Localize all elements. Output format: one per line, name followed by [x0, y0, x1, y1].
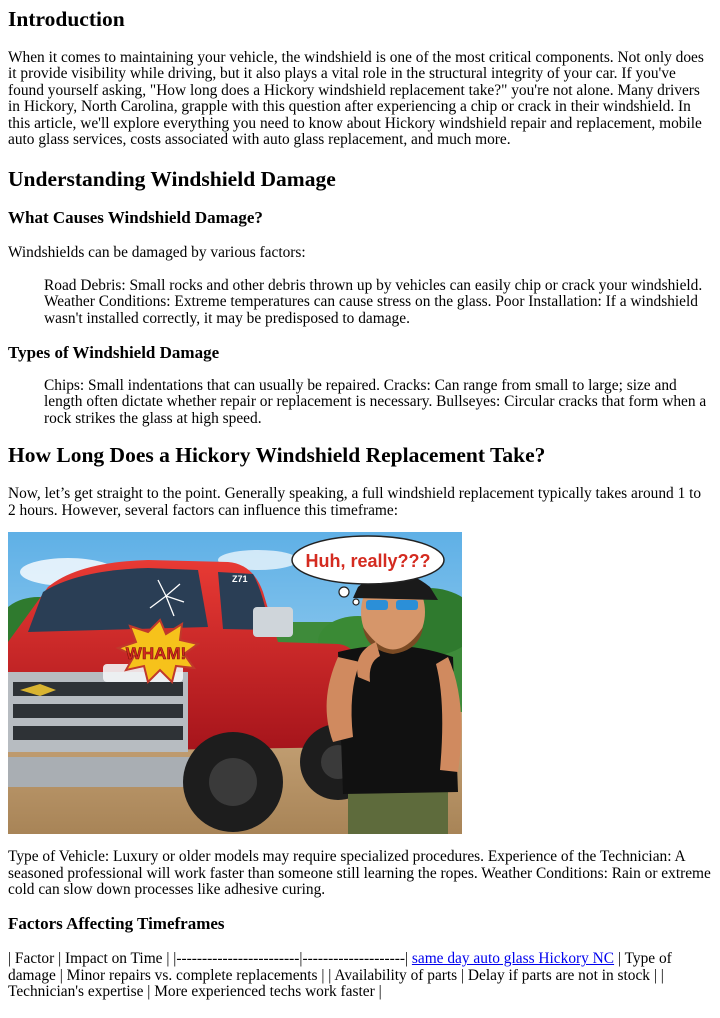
- causes-quote: Road Debris: Small rocks and other debris thrown up by vehicles can easily chip or crack your windshield. Weather Conditions: Extreme temperatures can cause stress on the glass. Poor Installation: If a windshield wasn't installed correctly, it may be predisposed to damage.: [44, 276, 703, 327]
- heading-how-long-replacement: How Long Does a Hickory Windshield Replacement Take?: [8, 443, 546, 468]
- types-quote: Chips: Small indentations that can usually be repaired. Cracks: Can range from small to large; size and length often dictate whether repair or replacement is necessary. Bullseyes: Circular cracks that form when a rock strikes the glass at high speed.: [44, 377, 707, 427]
- table-text-start: | Factor | Impact on Time | |------------------------|--------------------|: [8, 950, 412, 968]
- heading-introduction: Introduction: [8, 7, 125, 31]
- factors-paragraph: Type of Vehicle: Luxury or older models may require specialized procedures. Experience of the Technician: A seasoned professional will work faster than someone still learning the ropes. Weather Conditions: Rain or extreme cold can slow down processes like adhesive curing.: [8, 848, 711, 898]
- factors-table-text: [8, 951, 712, 1000]
- heading-what-causes-damage: What Causes Windshield Damage?: [8, 208, 263, 228]
- table-text-end: | Type of damage | Minor repairs vs. complete replacements | | Availability of parts | Delay if parts are not in stock | | Technician's expertise | More experienced techs work faster |: [8, 950, 672, 1001]
- heading-understanding-damage: Understanding Windshield Damage: [8, 167, 336, 192]
- wham-text: WHAM!: [125, 644, 187, 664]
- heading-types-of-damage: Types of Windshield Damage: [8, 343, 220, 363]
- how-long-paragraph: Now, let’s get straight to the point. Generally speaking, a full windshield replacement typically takes around 1 to 2 hours. However, several factors can influence this timeframe:: [8, 485, 702, 519]
- truck-illustration: [8, 532, 462, 834]
- truck-badge: Z71: [232, 574, 248, 585]
- intro-paragraph: When it comes to maintaining your vehicle, the windshield is one of the most critical components. Not only does it provide visibility while driving, but it also plays a vital role in the structural integrity of your car. If you've found yourself asking, "How long does a Hickory windshield replacement take?" you're not alone. Many drivers in Hickory, North Carolina, grapple with this question after experiencing a chip or crack in their windshield. In this article, we'll explore everything you need to know about Hickory windshield repair and replacement, mobile auto glass services, costs associated with auto glass replacement, and much more.: [8, 49, 704, 149]
- heading-factors-timeframes: Factors Affecting Timeframes: [8, 914, 225, 934]
- sunglasses-icon: [366, 600, 388, 610]
- causes-paragraph: Windshields can be damaged by various factors:: [8, 244, 306, 262]
- same-day-auto-glass-link[interactable]: same day auto glass Hickory NC: [411, 950, 615, 968]
- bubble-text: Huh, really???: [305, 551, 431, 572]
